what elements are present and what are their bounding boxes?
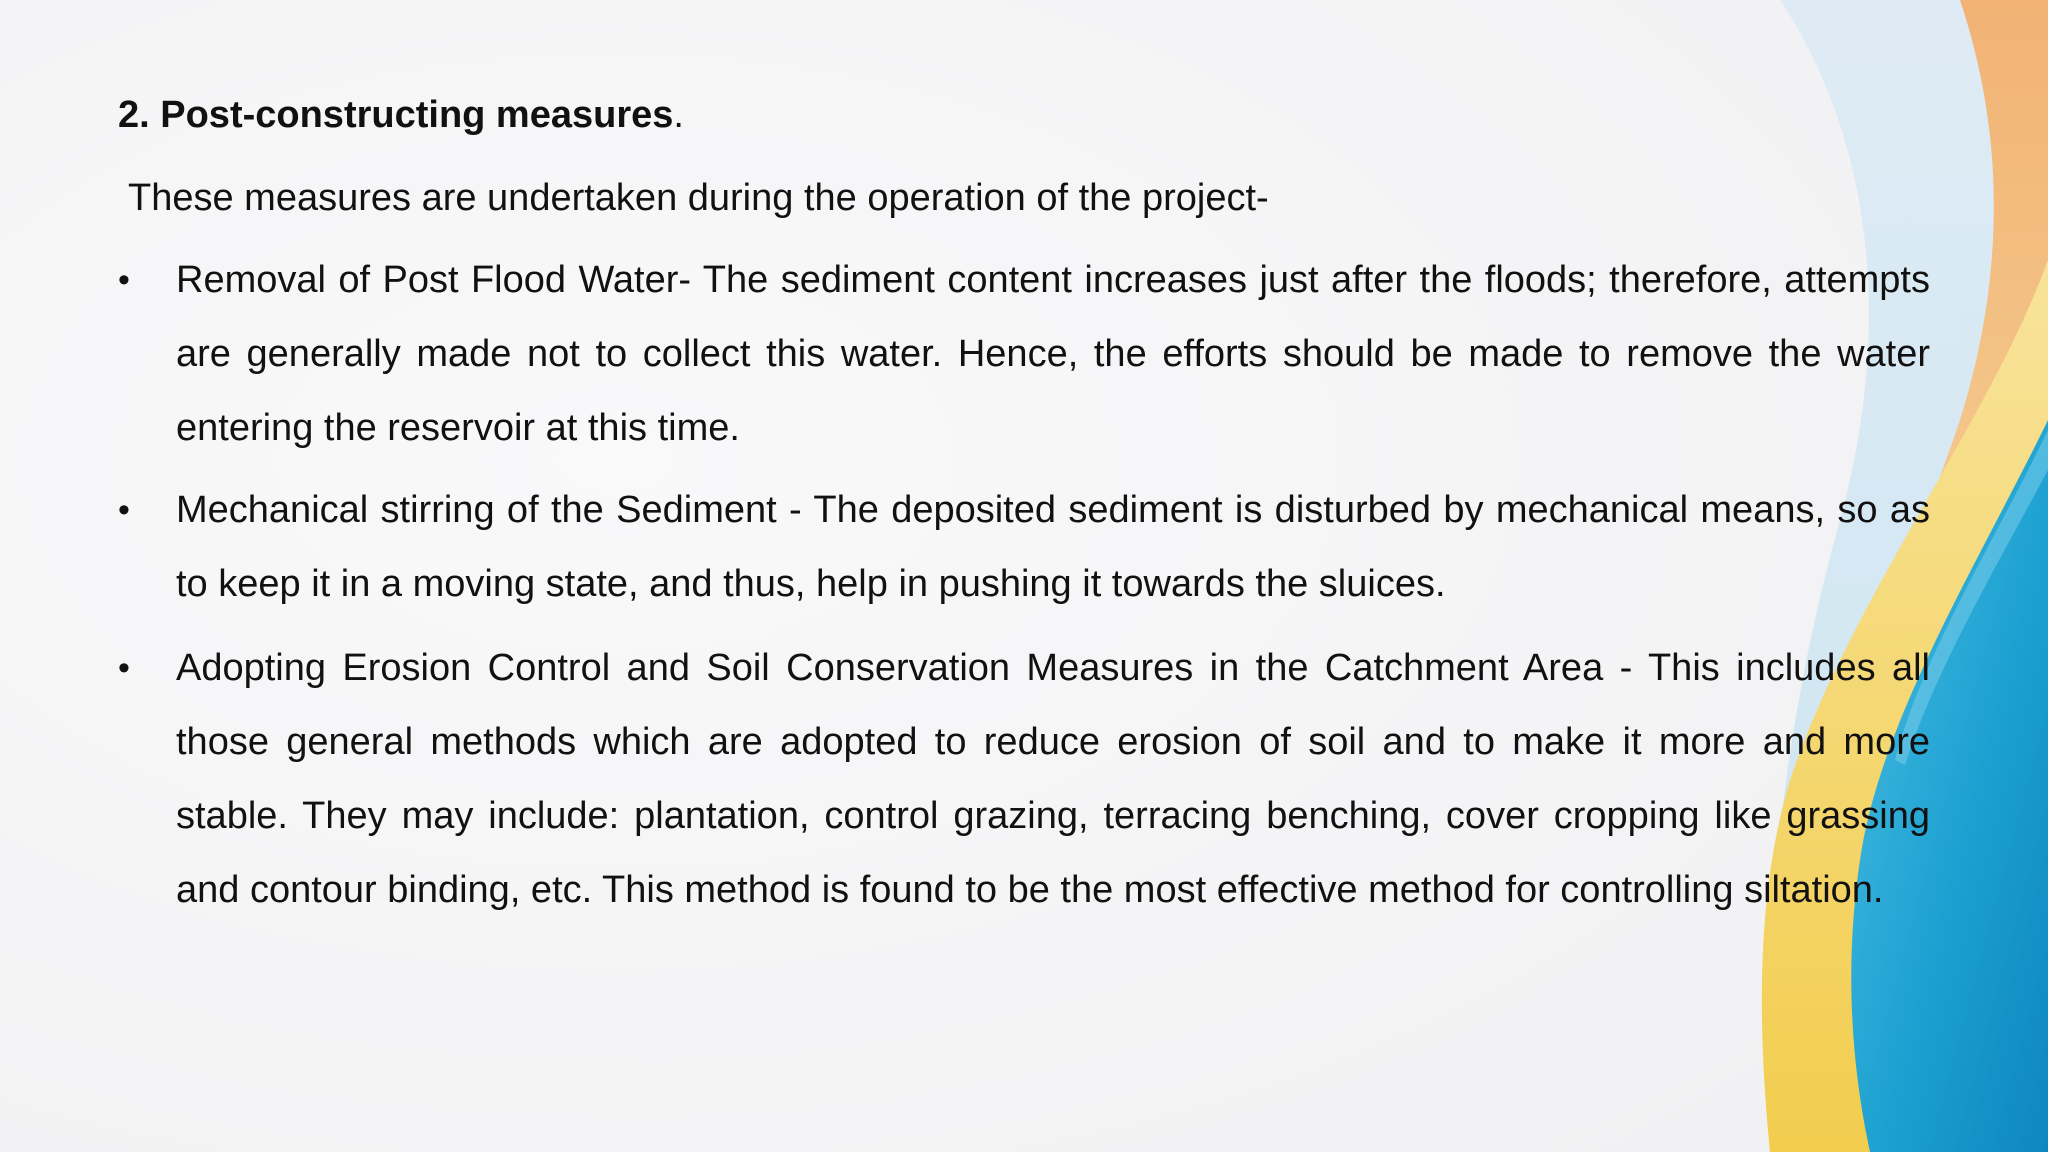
- bullet-dot: •: [118, 261, 130, 299]
- bullet-dot: •: [118, 491, 130, 529]
- bullet-dot: •: [118, 649, 130, 687]
- bullet-text: Mechanical stirring of the Sediment - The deposited sediment is disturbed by mechanical means, so as to keep it in a moving state, and thus, help in pushing it towards the sluices.: [176, 489, 1930, 605]
- bullet-text: Adopting Erosion Control and Soil Conservation Measures in the Catchment Area - This includes all those general methods which are adopted to reduce erosion of soil and to make it more and more stable. They may include: plantation, control grazing, terracing benching, cover cropping like grassing and contour binding, etc. This method is found to be the most effective method for controlling siltation.: [176, 647, 1930, 911]
- section-heading-tail: .: [673, 94, 684, 136]
- section-heading-bold: 2. Post-constructing measures: [118, 94, 674, 136]
- bullet-text: Removal of Post Flood Water- The sediment content increases just after the floods; therefore, attempts are generally made not to collect this water. Hence, the efforts should be made to remove the water entering the reservoir at this time.: [176, 259, 1930, 449]
- intro-text: These measures are undertaken during the operation of the project-: [128, 177, 1269, 219]
- section-heading: [118, 90, 684, 140]
